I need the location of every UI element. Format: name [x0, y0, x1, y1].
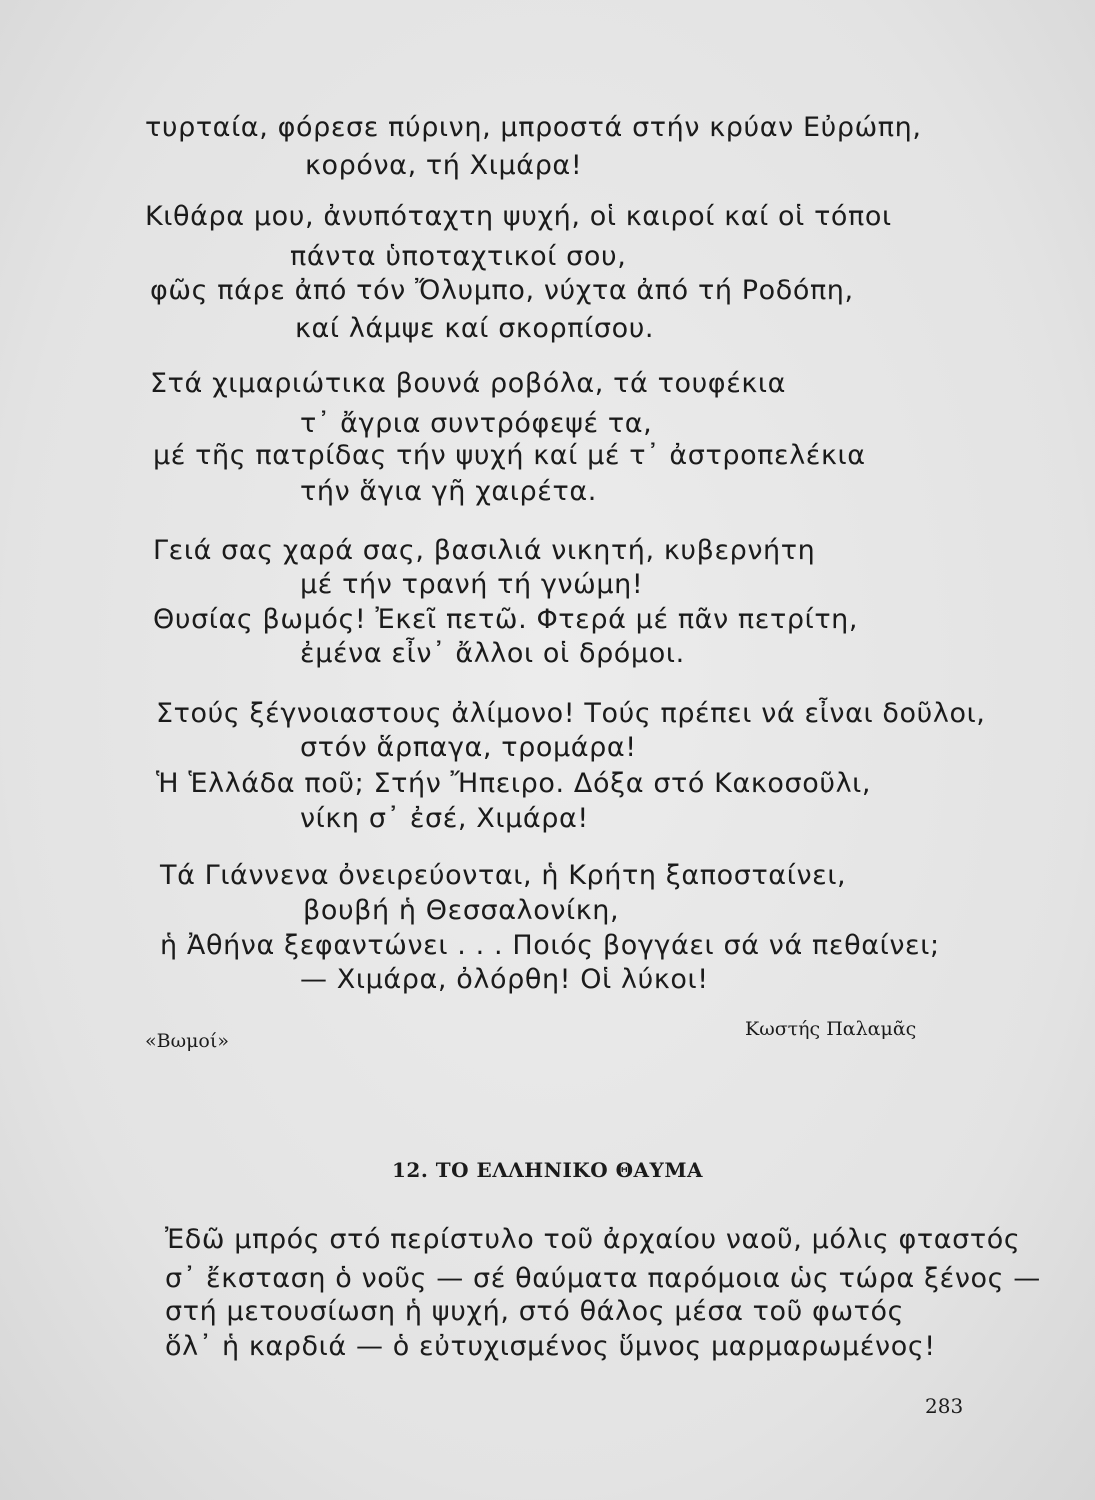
poem-line: μέ τῆς πατρίδας τήν ψυχή καί μέ τ᾿ ἀστροπελέκια: [153, 440, 866, 471]
section-line: σ᾿ ἔκσταση ὁ νοῦς — σέ θαύματα παρόμοια ὡς τώρα ξένος —: [165, 1263, 1041, 1294]
poem-line: κορόνα, τή Χιμάρα!: [305, 150, 583, 181]
poem-line: νίκη σ᾿ ἐσέ, Χιμάρα!: [300, 803, 589, 834]
poem-source: «Βωμοί»: [145, 1030, 229, 1052]
poem-line: φῶς πάρε ἀπό τόν Ὄλυμπο, νύχτα ἀπό τή Ροδόπη,: [150, 275, 854, 306]
poem-line: Στά χιμαριώτικα βουνά ροβόλα, τά τουφέκια: [150, 368, 787, 399]
poem-author: Κωστής Παλαμᾶς: [745, 1018, 917, 1040]
poem-line: τήν ἅγια γῆ χαιρέτα.: [300, 476, 597, 507]
page-number: 283: [925, 1394, 964, 1418]
poem-line: μέ τήν τρανή τή γνώμη!: [300, 569, 644, 600]
poem-line: καί λάμψε καί σκορπίσου.: [295, 313, 655, 344]
poem-line: Γειά σας χαρά σας, βασιλιά νικητή, κυβερνήτη: [153, 535, 816, 566]
section-line: Ἐδῶ μπρός στό περίστυλο τοῦ ἀρχαίου ναοῦ, μόλις φταστός: [165, 1224, 1021, 1255]
poem-line: Ἡ Ἑλλάδα ποῦ; Στήν Ἤπειρο. Δόξα στό Κακοσοῦλι,: [156, 768, 872, 799]
poem-line: Θυσίας βωμός! Ἐκεῖ πετῶ. Φτερά μέ πᾶν πετρίτη,: [153, 604, 859, 635]
poem-line: Κιθάρα μου, ἀνυπόταχτη ψυχή, οἱ καιροί καί οἱ τόποι: [145, 201, 892, 232]
section-line: στή μετουσίωση ἡ ψυχή, στό θάλος μέσα τοῦ φωτός: [165, 1296, 905, 1327]
poem-line: τ᾿ ἄγρια συντρόφεψέ τα,: [300, 408, 653, 439]
poem-line: τυρταία, φόρεσε πύρινη, μπροστά στήν κρύαν Εὐρώπη,: [145, 112, 922, 143]
section-line: ὅλ᾿ ἡ καρδιά — ὁ εὐτυχισμένος ὕμνος μαρμαρωμένος!: [165, 1331, 936, 1362]
poem-line: Τά Γιάννενα ὀνειρεύονται, ἡ Κρήτη ξαποσταίνει,: [160, 860, 847, 891]
poem-line: Στούς ξέγνοιαστους ἀλίμονο! Τούς πρέπει νά εἶναι δοῦλοι,: [156, 698, 986, 729]
poem-line: ἐμένα εἶν᾿ ἄλλοι οἱ δρόμοι.: [300, 638, 685, 669]
poem-line: στόν ἅρπαγα, τρομάρα!: [300, 732, 637, 763]
poem-line: — Χιμάρα, ὀλόρθη! Οἱ λύκοι!: [300, 964, 709, 995]
poem-line: βουβή ἡ Θεσσαλονίκη,: [303, 895, 620, 926]
poem-line: πάντα ὑποταχτικοί σου,: [290, 241, 627, 272]
section-heading: 12. ΤΟ ΕΛΛΗΝΙΚΟ ΘΑΥΜΑ: [392, 1158, 703, 1182]
poem-line: ἡ Ἀθήνα ξεφαντώνει . . . Ποιός βογγάει σά νά πεθαίνει;: [160, 930, 940, 961]
